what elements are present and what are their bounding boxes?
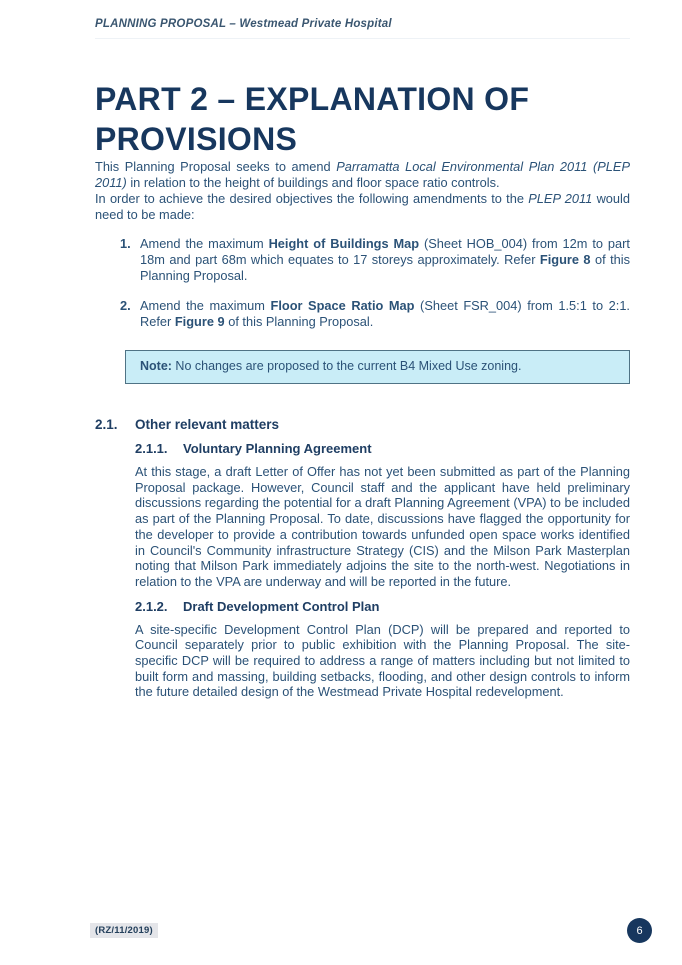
header-title: PLANNING PROPOSAL – Westmead Private Hospital xyxy=(95,18,392,30)
section-title: Other relevant matters xyxy=(135,417,280,432)
document-footer xyxy=(0,918,682,965)
document-content xyxy=(0,39,682,700)
amendment-item-1 xyxy=(95,236,630,284)
subsection-title: Voluntary Planning Agreement xyxy=(183,441,372,456)
item1-figure-ref: Figure 8 xyxy=(539,252,591,267)
item2-figure-ref: Figure 9 xyxy=(174,314,225,329)
note-text: No changes are proposed to the current B4 Mixed Use zoning. xyxy=(171,359,522,373)
amendments-list xyxy=(95,236,630,330)
intro-p2-plan-name: PLEP 2011 xyxy=(528,191,593,206)
intro-p2-text-end: would need to be made: xyxy=(95,191,631,222)
intro-p2-text: In order to achieve the desired objectives the following amendments to the xyxy=(95,191,529,206)
subsection-body-2-1-1: At this stage, a draft Letter of Offer has not yet been submitted as part of the Planning Proposal package. However, Council staff and the applicant have held preliminary discussions regarding the potential for a draft Planning Agreement (VPA) to be included as part of the Planning Proposal. To date, discussions have flagged the opportunity for the developer to provide a contribution towards unfunded open space works identified in Council's Community infrastructure Strategy (CIS) and the Milson Park Masterplan noting that Milson Park immediately adjoins the site to the north-west. Negotiations in relation to the VPA are underway and will be reported in the future. xyxy=(135,464,630,589)
subsection-number: 2.1.1. xyxy=(135,441,168,456)
item1-text-mid: (Sheet HOB_004) from 12m to part 18m and part 68m which equates to 17 storeys approximately. Refer xyxy=(140,236,630,267)
page-number: 6 xyxy=(636,924,643,937)
section-heading-2-1 xyxy=(95,417,630,432)
item-text xyxy=(140,298,630,330)
item1-text: Amend the maximum xyxy=(140,236,269,251)
subsection-title: Draft Development Control Plan xyxy=(183,598,380,614)
note-box xyxy=(125,350,630,384)
subsection-heading-2-1-2 xyxy=(135,599,630,614)
footer-reference: (RZ/11/2019) xyxy=(90,923,158,938)
item1-map-name: Height of Buildings Map xyxy=(268,236,420,251)
note-label: Note: xyxy=(140,359,172,373)
item2-text-end: of this Planning Proposal. xyxy=(224,314,374,329)
item-text xyxy=(140,236,630,284)
subsection-heading-2-1-1 xyxy=(135,441,630,456)
document-header xyxy=(95,18,630,39)
intro-paragraph-1 xyxy=(95,159,630,191)
intro-p1-text: This Planning Proposal seeks to amend xyxy=(95,159,337,174)
intro-p1-text-end: in relation to the height of buildings and floor space ratio controls. xyxy=(126,175,500,190)
subsection-body-2-1-2: A site-specific Development Control Plan (DCP) will be prepared and reported to Council separately prior to public exhibition with the Planning Proposal. The site-specific DCP will be required to address a range of matters including but not limited to built form and massing, building setbacks, flooding, and other design controls to inform the future detailed design of the Westmead Private Hospital redevelopment. xyxy=(135,621,630,700)
page-title: PART 2 – EXPLANATION OF PROVISIONS xyxy=(95,81,530,157)
item2-text: Amend the maximum xyxy=(140,298,271,313)
item2-text-mid: (Sheet FSR_004) from 1.5:1 to 2:1. Refer xyxy=(140,298,630,329)
page-number-badge xyxy=(627,918,652,943)
section-number: 2.1. xyxy=(95,417,118,432)
item-number: 1. xyxy=(120,236,131,251)
intro-p1-plan-name: Parramatta Local Environmental Plan 2011 (PLEP 2011) xyxy=(95,159,630,190)
item1-text-end: of this Planning Proposal. xyxy=(140,252,630,283)
item-number: 2. xyxy=(120,298,131,313)
item2-map-name: Floor Space Ratio Map xyxy=(270,298,415,313)
amendment-item-2 xyxy=(95,298,630,330)
subsection-number: 2.1.2. xyxy=(135,598,168,614)
intro-paragraph-2 xyxy=(95,191,630,223)
